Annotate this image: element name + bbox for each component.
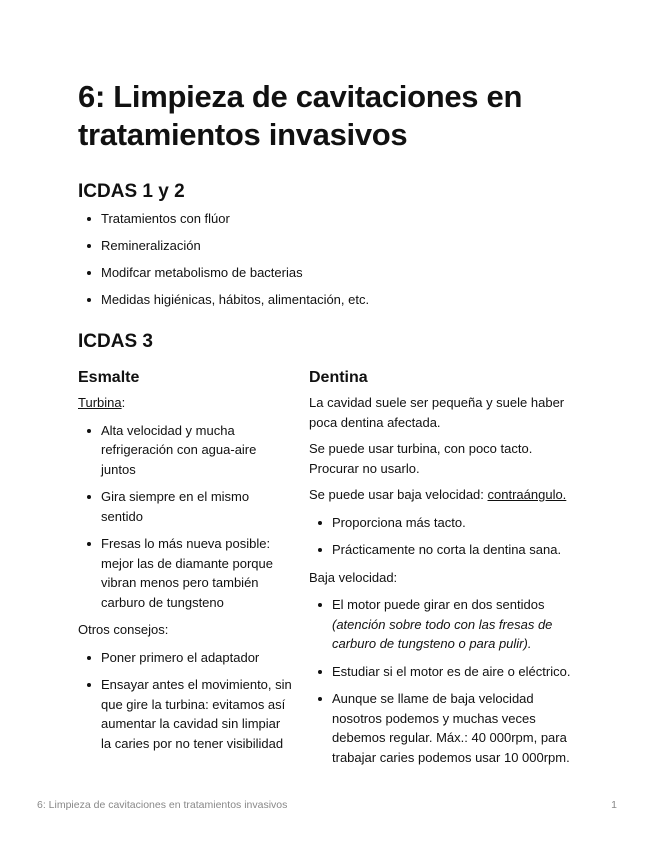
list-item: Fresas lo más nueva posible: mejor las de diamante porque vibran menos pero también carburo de tungsteno [78, 534, 293, 612]
list-item: Aunque se llame de baja velocidad nosotros podemos y muchas veces debemos regular. Máx.: 40 000rpm, para trabajar caries podemos usar 10 000rpm. [309, 689, 579, 767]
list-item: Modifcar metabolismo de bacterias [78, 263, 369, 283]
list-item: Ensayar antes el movimiento, sin que gire la turbina: evitamos así aumentar la cavidad sin limpiar la caries por no tener visibilidad [78, 675, 293, 753]
otros-consejos-label: Otros consejos: [78, 622, 169, 637]
icdas-3-heading: ICDAS 3 [78, 331, 153, 352]
list-item: Poner primero el adaptador [78, 648, 293, 668]
list-item: Prácticamente no corta la dentina sana. [309, 540, 579, 560]
motor-text: El motor puede girar en dos sentidos [332, 597, 545, 612]
page-number: 1 [611, 799, 617, 811]
list-item: Medidas higiénicas, hábitos, alimentación, etc. [78, 290, 369, 310]
esmalte-heading: Esmalte [78, 369, 140, 386]
list-item [309, 595, 579, 654]
list-item: Estudiar si el motor es de aire o eléctrico. [309, 662, 579, 682]
turbina-label [78, 393, 293, 413]
esmalte-column [78, 368, 293, 761]
dentina-paragraph [309, 485, 579, 505]
page-footer [37, 799, 617, 811]
contraangulo-link[interactable]: contraángulo. [487, 487, 567, 502]
list-item: Tratamientos con flúor [78, 209, 369, 229]
motor-note: (atención sobre todo con las fresas de carburo de tungsteno o para pulir). [332, 616, 553, 651]
list-item: Proporciona más tacto. [309, 513, 579, 533]
baja-velocidad-text: Se puede usar baja velocidad: [309, 487, 488, 502]
dentina-heading: Dentina [309, 369, 368, 386]
footer-title: 6: Limpieza de cavitaciones en tratamientos invasivos [37, 799, 288, 811]
dentina-paragraph: La cavidad suele ser pequeña y suele haber poca dentina afectada. [309, 395, 565, 430]
baja-velocidad-list [309, 595, 579, 767]
turbina-colon: : [121, 395, 126, 410]
list-item: Remineralización [78, 236, 369, 256]
page-title: 6: Limpieza de cavitaciones en tratamientos invasivos [78, 79, 523, 152]
contraangulo-list [309, 513, 579, 560]
otros-consejos-list [78, 648, 293, 754]
list-item: Alta velocidad y mucha refrigeración con agua-aire juntos [78, 421, 293, 480]
turbina-label-text: Turbina [78, 395, 122, 410]
turbina-list [78, 421, 293, 613]
baja-velocidad-label: Baja velocidad: [309, 569, 398, 585]
list-item: Gira siempre en el mismo sentido [78, 487, 293, 526]
page-content [78, 78, 578, 765]
dentina-column [309, 368, 579, 775]
icdas-1-2-heading: ICDAS 1 y 2 [78, 181, 185, 202]
icdas-1-2-list [78, 209, 369, 317]
dentina-paragraph: Se puede usar turbina, con poco tacto. Procurar no usarlo. [309, 441, 533, 476]
